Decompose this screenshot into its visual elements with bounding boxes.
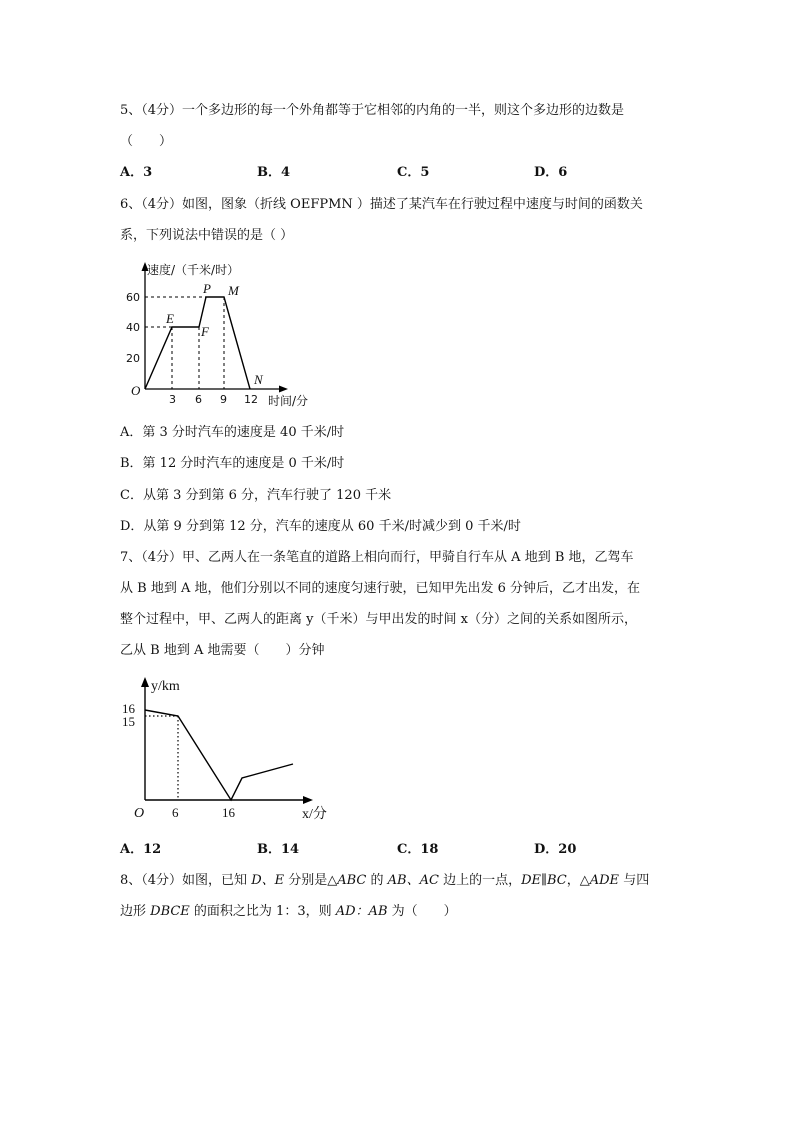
q5-stem-line1: 5、（4分）一个多边形的每一个外角都等于它相邻的内角的一半，则这个多边形的边数是 <box>120 103 625 118</box>
q7-x-axis-arrow <box>303 796 313 804</box>
q7-x-axis-label: x/分 <box>302 807 327 822</box>
q8-math: AB、AC <box>387 873 439 888</box>
q6-x-tick-12: 12 <box>244 393 258 406</box>
q7-option-a[interactable]: A．12 <box>120 842 162 857</box>
q8-math: DBCE <box>150 904 190 919</box>
q7-option-d[interactable]: D．20 <box>534 842 577 857</box>
q6-option-a[interactable]: A．第 3 分时汽车的速度是 40 千米/时 <box>120 425 345 440</box>
q8-text: 为（ ） <box>387 904 457 919</box>
q5-option-d[interactable]: D．6 <box>534 165 568 180</box>
q8-text: 边上的一点， <box>438 873 522 888</box>
q6-point-e: E <box>166 311 174 326</box>
q8-text: 的 <box>366 873 388 888</box>
q6-point-m: M <box>228 283 239 298</box>
q8-stem-line2 <box>120 902 457 922</box>
q7-option-c[interactable]: C．18 <box>397 842 439 857</box>
q6-origin-label: O <box>131 383 141 398</box>
q6-point-n: N <box>254 372 263 387</box>
q7-stem-line3: 整个过程中，甲、乙两人的距离 y（千米）与甲出发的时间 x（分）之间的关系如图所示， <box>120 612 637 627</box>
q8-math: ADE <box>589 873 620 888</box>
q7-distance-polyline <box>145 710 293 800</box>
q6-stem-line1: 6、（4分）如图，图象（折线 OEFPMN ）描述了某汽车在行驶过程中速度与时间的函数关 <box>120 197 643 212</box>
q8-math: D、E <box>251 873 285 888</box>
q8-text: 8、（4分）如图，已知 <box>120 873 252 888</box>
q6-x-axis-label: 时间/分 <box>268 394 309 408</box>
q7-x-tick-6: 6 <box>172 805 179 820</box>
q8-math: DE∥BC <box>521 873 567 888</box>
q7-y-axis-label: y/km <box>151 679 180 694</box>
q8-math: AD：AB <box>335 904 388 919</box>
q5-option-a[interactable]: A．3 <box>120 165 153 180</box>
q6-x-tick-3: 3 <box>169 393 176 406</box>
q5-stem-line2: （ ） <box>120 134 173 149</box>
q6-y-axis-label: 速度/（千米/时） <box>147 263 240 277</box>
q6-option-b[interactable]: B．第 12 分时汽车的速度是 0 千米/时 <box>120 456 345 471</box>
q6-option-c[interactable]: C．从第 3 分到第 6 分，汽车行驶了 120 千米 <box>120 488 392 503</box>
q7-option-b[interactable]: B．14 <box>257 842 300 857</box>
q7-options <box>120 840 680 860</box>
q7-stem-line1: 7、（4分）甲、乙两人在一条笔直的道路上相向而行，甲骑自行车从 A 地到 B 地，乙驾车 <box>120 550 634 565</box>
q5-option-b[interactable]: B．4 <box>257 165 291 180</box>
q8-math: ABC <box>337 873 367 888</box>
q7-origin-label: O <box>134 806 145 821</box>
q6-y-tick-60: 60 <box>126 291 140 304</box>
q6-point-p: P <box>203 281 211 296</box>
q6-point-f: F <box>201 324 209 339</box>
q6-y-tick-40: 40 <box>126 321 140 334</box>
q7-y-tick-15: 15 <box>122 714 135 729</box>
q7-y-axis-arrow <box>141 677 149 687</box>
q6-y-tick-20: 20 <box>126 352 140 365</box>
q7-y-tick-16: 16 <box>122 701 135 716</box>
q6-x-tick-6: 6 <box>195 393 202 406</box>
q6-option-d[interactable]: D．从第 9 分到第 12 分，汽车的速度从 60 千米/时减少到 0 千米/时 <box>120 519 521 534</box>
q7-stem-line2: 从 B 地到 A 地，他们分别以不同的速度匀速行驶，已知甲先出发 6 分钟后，乙才出发，在 <box>120 581 641 596</box>
q8-text: 与四 <box>619 873 650 888</box>
q8-stem-line1 <box>120 871 649 891</box>
q8-text: 的面积之比为 1：3，则 <box>189 904 336 919</box>
q8-text: ，△ <box>566 873 590 888</box>
q8-text: 分别是△ <box>284 873 338 888</box>
q8-text: 边形 <box>120 904 151 919</box>
q6-x-tick-9: 9 <box>220 393 227 406</box>
q7-stem-line4: 乙从 B 地到 A 地需要（ ）分钟 <box>120 643 325 658</box>
q5-option-c[interactable]: C．5 <box>397 165 430 180</box>
q7-x-tick-16: 16 <box>222 805 235 820</box>
q6-stem-line2: 系，下列说法中错误的是（ ） <box>120 228 294 243</box>
